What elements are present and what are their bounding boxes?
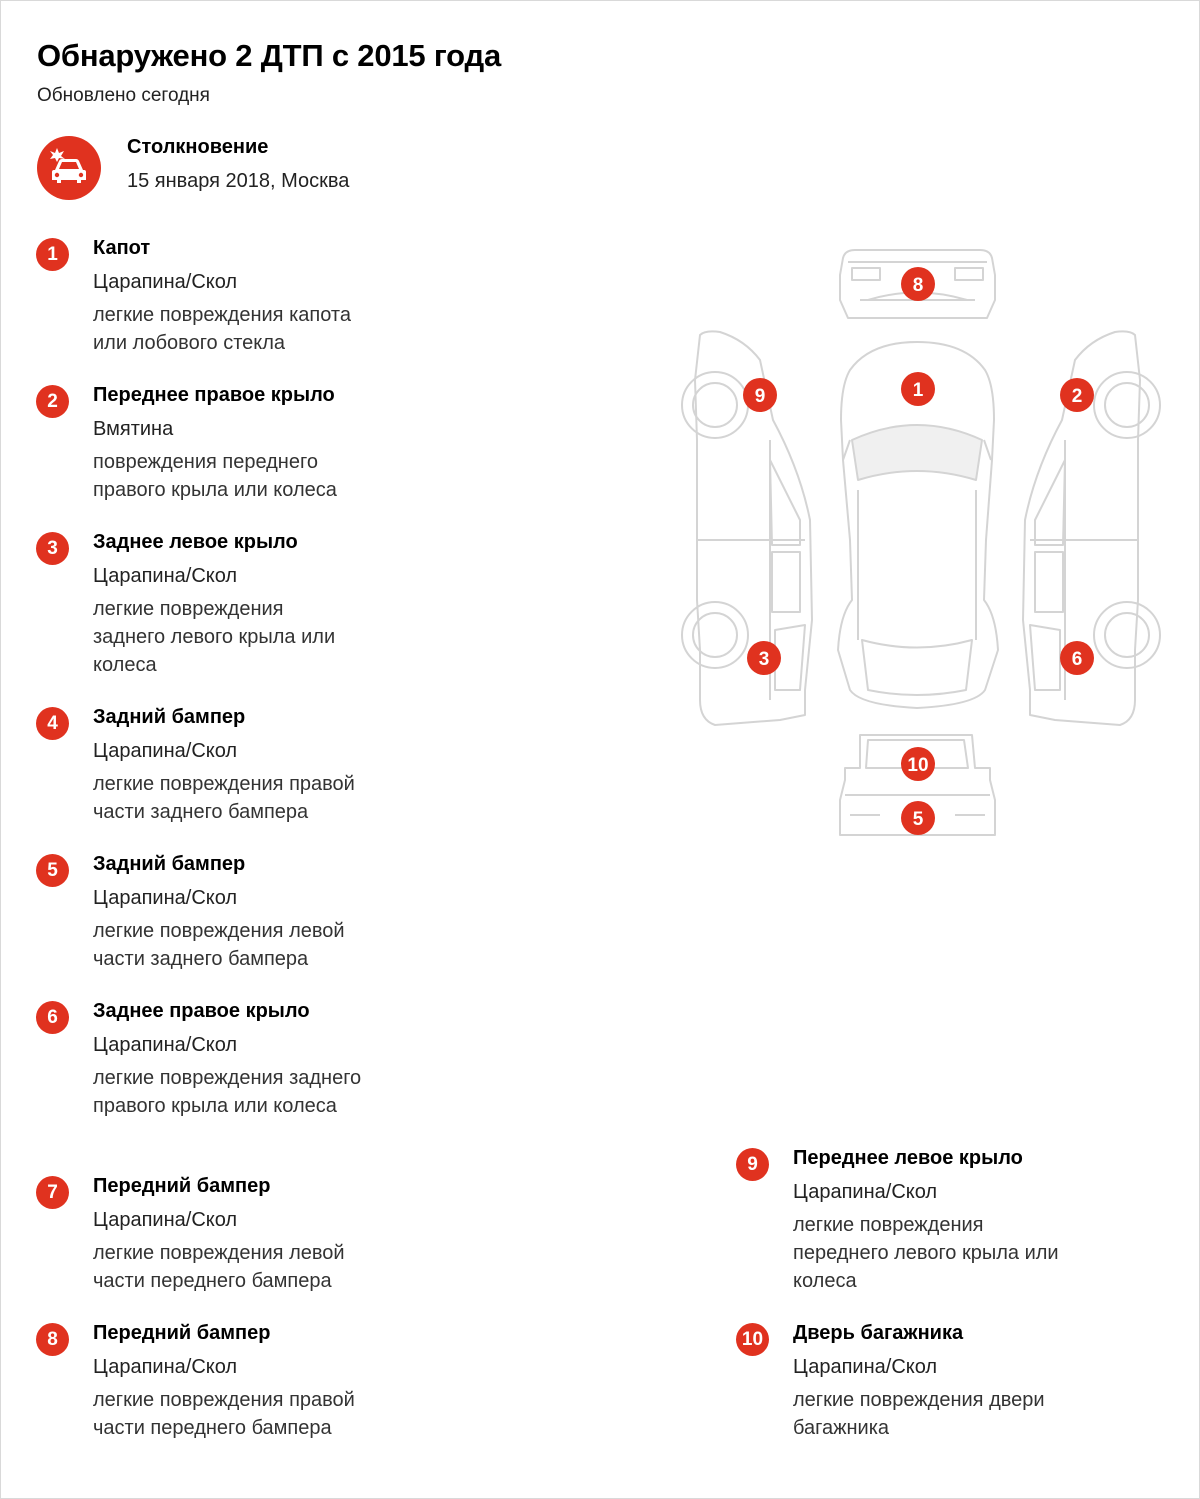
damage-type: Царапина/Скол — [793, 1181, 938, 1203]
updated-label: Обновлено сегодня — [37, 85, 210, 106]
car-damage-diagram — [660, 240, 1180, 860]
damage-part: Передний бампер — [93, 1175, 271, 1197]
damage-item — [741, 1320, 1093, 1442]
diagram-marker — [1060, 378, 1094, 412]
damage-number-badge: 7 — [36, 1176, 69, 1209]
accident-type: Столкновение — [127, 136, 269, 158]
damage-description: легкие повреждения левой части переднего бампера — [93, 1242, 345, 1292]
damage-item — [747, 1145, 1093, 1295]
damage-description: легкие повреждения двери багажника — [793, 1389, 1045, 1439]
damage-type: Царапина/Скол — [93, 271, 238, 293]
marker-label: 10 — [907, 755, 929, 776]
damage-type: Царапина/Скол — [93, 740, 238, 762]
marker-label: 9 — [754, 386, 766, 407]
diagram-marker — [743, 378, 777, 412]
marker-label: 5 — [912, 809, 924, 830]
damage-number-badge: 8 — [36, 1323, 69, 1356]
damage-number-badge: 6 — [36, 1001, 69, 1034]
damage-description: легкие повреждения заднего правого крыла или колеса — [93, 1067, 362, 1117]
damage-number-badge: 4 — [36, 707, 69, 740]
damage-type: Вмятина — [93, 418, 174, 440]
damage-part: Переднее правое крыло — [93, 384, 335, 406]
damage-description: легкие повреждения капота или лобового стекла — [93, 304, 351, 354]
diagram-marker — [901, 801, 935, 835]
damage-part: Капот — [93, 237, 151, 259]
damage-description: легкие повреждения левой части заднего бампера — [93, 920, 345, 970]
damage-item — [47, 235, 393, 357]
damage-part: Дверь багажника — [793, 1322, 964, 1344]
damage-number-badge: 5 — [36, 854, 69, 887]
damage-type: Царапина/Скол — [93, 565, 238, 587]
damage-item — [47, 1173, 393, 1295]
damage-number-badge: 1 — [36, 238, 69, 271]
damage-item — [47, 704, 393, 826]
marker-label: 6 — [1071, 649, 1083, 670]
damage-type: Царапина/Скол — [93, 1356, 238, 1378]
damage-description: легкие повреждения правой части заднего бампера — [93, 773, 355, 823]
damage-type: Царапина/Скол — [93, 1209, 238, 1231]
damage-description: повреждения переднего правого крыла или колеса — [93, 451, 337, 501]
damage-part: Передний бампер — [93, 1322, 271, 1344]
marker-label: 1 — [912, 380, 924, 401]
damage-part: Задний бампер — [93, 853, 246, 875]
damage-description: легкие повреждения переднего левого крыла или колеса — [793, 1214, 1059, 1292]
diagram-marker — [1060, 641, 1094, 675]
diagram-marker — [747, 641, 781, 675]
damage-number-badge: 2 — [36, 385, 69, 418]
damage-number-badge: 10 — [736, 1323, 769, 1356]
damage-number-badge: 9 — [736, 1148, 769, 1181]
damage-part: Заднее левое крыло — [93, 531, 298, 553]
damage-item — [47, 851, 393, 973]
damage-part: Задний бампер — [93, 706, 246, 728]
damage-type: Царапина/Скол — [793, 1356, 938, 1378]
damage-item — [47, 529, 393, 679]
damage-item — [47, 382, 393, 504]
car-collision-icon — [37, 136, 101, 200]
accident-date: 15 января 2018, Москва — [127, 170, 350, 192]
damage-part: Заднее правое крыло — [93, 1000, 310, 1022]
diagram-marker — [901, 372, 935, 406]
damage-item — [47, 1320, 393, 1442]
marker-label: 8 — [912, 275, 924, 296]
marker-label: 2 — [1071, 386, 1083, 407]
damage-item — [47, 998, 393, 1120]
marker-label: 3 — [758, 649, 770, 670]
damage-part: Переднее левое крыло — [793, 1147, 1023, 1169]
diagram-marker — [901, 267, 935, 301]
damage-type: Царапина/Скол — [93, 887, 238, 909]
diagram-marker — [901, 747, 935, 781]
page-title: Обнаружено 2 ДТП с 2015 года — [37, 38, 502, 73]
damage-description: легкие повреждения заднего левого крыла или колеса — [93, 598, 336, 676]
damage-number-badge: 3 — [36, 532, 69, 565]
damage-description: легкие повреждения правой части переднего бампера — [93, 1389, 355, 1439]
damage-type: Царапина/Скол — [93, 1034, 238, 1056]
